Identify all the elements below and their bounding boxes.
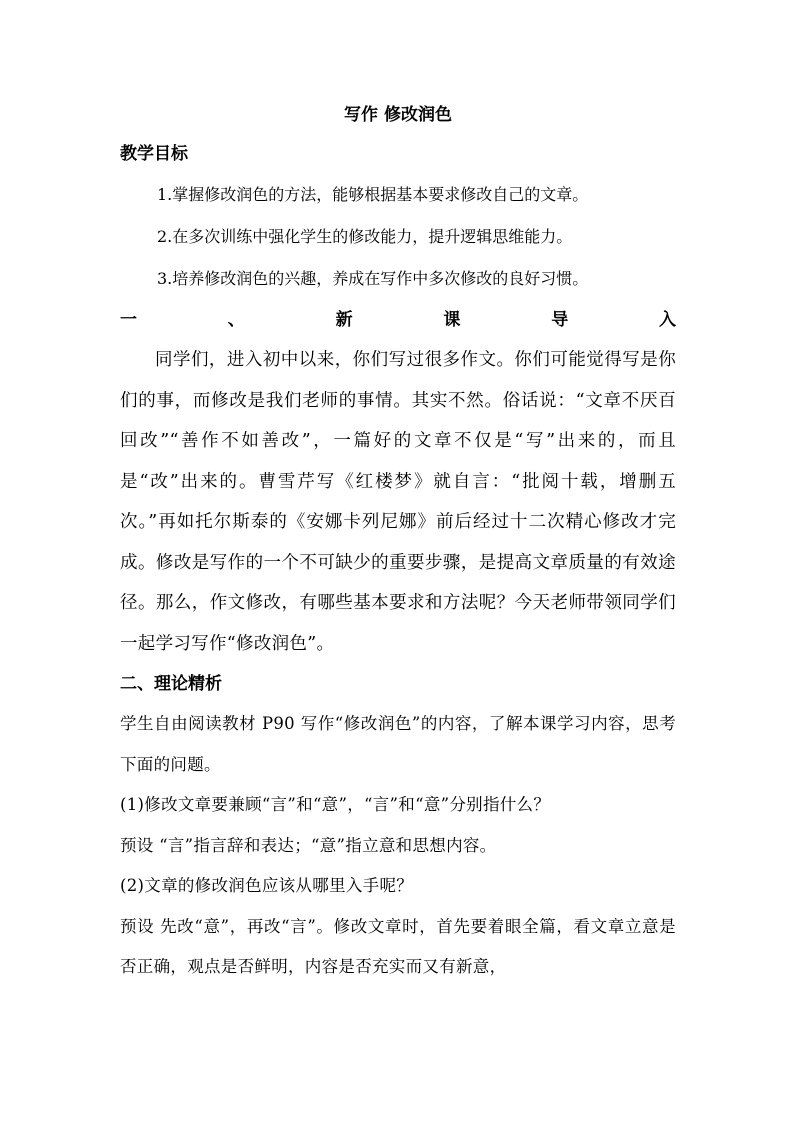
heading-char: 入 — [658, 310, 676, 330]
heading-char: 新 — [335, 310, 353, 330]
goal-item-2: 2.在多次训练中强化学生的修改能力，提升逻辑思维能力。 — [157, 227, 573, 246]
heading-char: 课 — [443, 310, 461, 330]
heading-char: 导 — [551, 310, 569, 330]
reading-instruction: 学生自由阅读教材 P90 写作“修改润色”的内容，了解本课学习内容，思考下面的问题。 — [120, 714, 676, 774]
section-heading-new-lesson — [120, 300, 676, 340]
answer-2: 预设 先改“意”，再改“言”。修改文章时，首先要着眼全篇，看文章立意是否正确，观点是否鲜明，内容是否充实而又有新意， — [120, 916, 676, 976]
heading-char: 一 — [120, 310, 137, 330]
goal-item-1: 1.掌握修改润色的方法，能够根据基本要求修改自己的文章。 — [157, 185, 589, 204]
goal-item-3: 3.培养修改润色的兴趣，养成在写作中多次修改的良好习惯。 — [157, 269, 589, 288]
heading-char: 、 — [227, 310, 245, 330]
page-title: 写作 修改润色 — [344, 105, 452, 125]
answer-1: 预设 “言”指言辞和表达；“意”指立意和思想内容。 — [120, 835, 497, 855]
document-content — [120, 100, 676, 988]
question-1: (1)修改文章要兼顾“言”和“意”，“言”和“意”分别指什么？ — [120, 795, 551, 814]
section-heading-goals: 教学目标 — [120, 144, 188, 164]
question-2: (2)文章的修改润色应该从哪里入手呢？ — [120, 876, 414, 895]
intro-paragraph: 同学们，进入初中以来，你们写过很多作文。你们可能觉得写是你们的事，而修改是我们老师的事情。其实不然。俗话说：“文章不厌百回改”“善作不如善改”，一篇好的文章不仅是“写”出来的，而且是“改”出来的。曹雪芹写《红楼梦》就自言：“批阅十载，增删五次。”再如托尔斯泰的《安娜卡列尼娜》前后经过十二次精心修改才完成。修改是写作的一个不可缺少的重要步骤，是提高文章质量的有效途径。那么，作文修改，有哪些基本要求和方法呢？今天老师带领同学们一起学习写作“修改润色”。 — [120, 350, 676, 654]
section-heading-theory: 二、理论精析 — [120, 674, 222, 694]
